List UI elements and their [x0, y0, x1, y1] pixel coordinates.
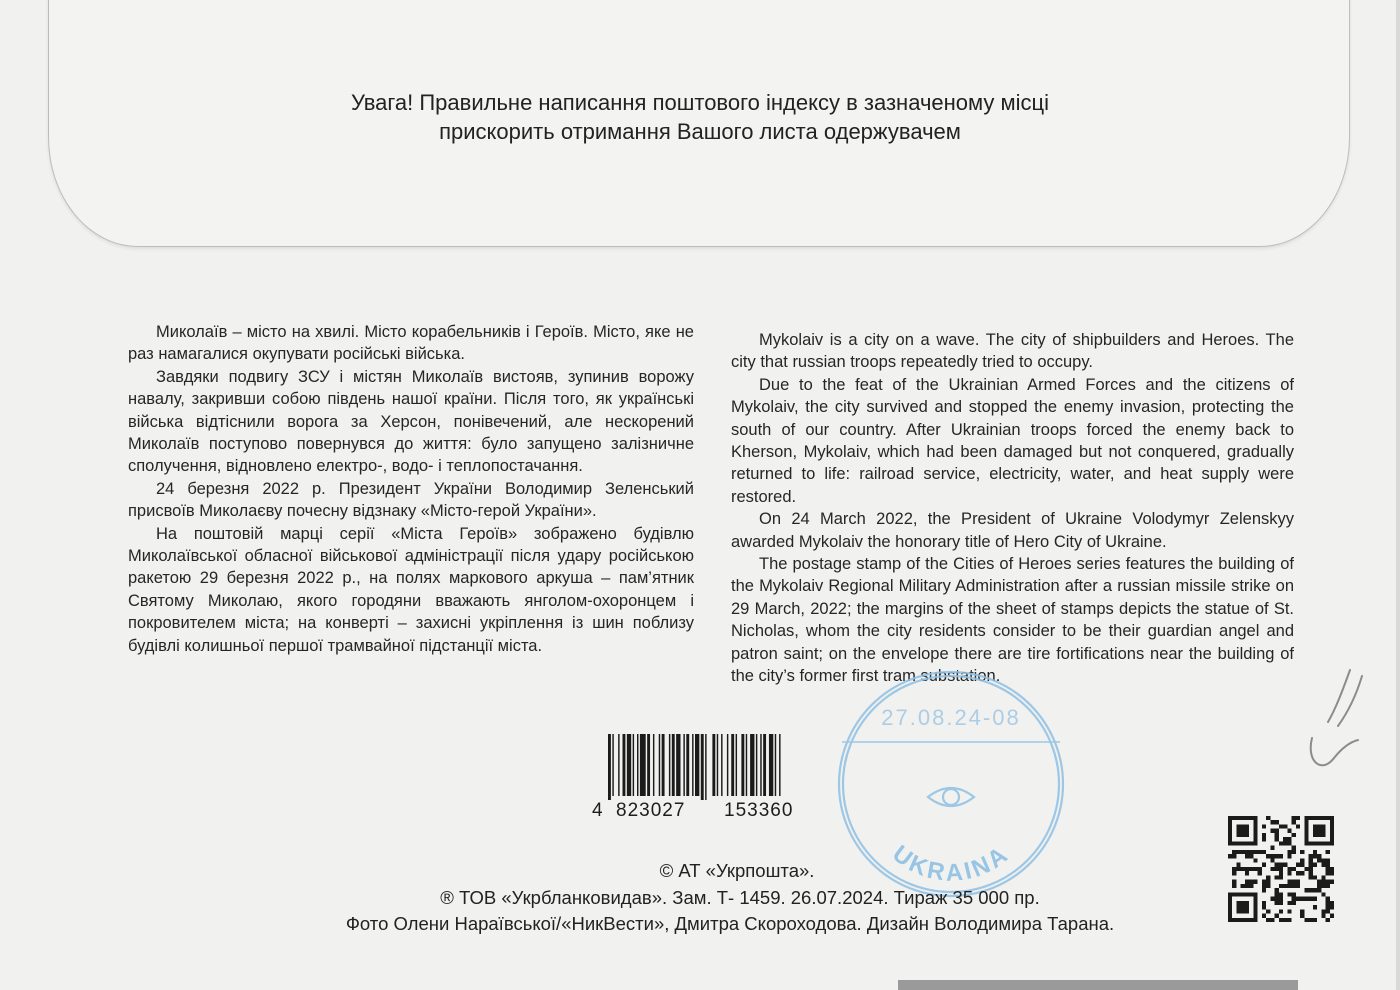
handwritten-signature: [1298, 662, 1368, 782]
barcode-bar: [672, 734, 675, 796]
barcode-bar: [692, 734, 693, 796]
qr-module: [1287, 901, 1291, 905]
barcode-bars: [590, 734, 816, 800]
envelope-right-edge: [1396, 0, 1400, 990]
qr-module: [1292, 897, 1296, 901]
barcode-bar: [633, 734, 634, 796]
qr-module: [1317, 854, 1321, 858]
publisher-credits: [230, 858, 1230, 938]
qr-module: [1270, 918, 1274, 922]
qr-module: [1275, 892, 1279, 896]
qr-module: [1330, 871, 1334, 875]
qr-module: [1266, 875, 1270, 879]
qr-module: [1287, 880, 1291, 884]
qr-module: [1279, 884, 1283, 888]
qr-module: [1270, 897, 1274, 901]
qr-module: [1275, 820, 1279, 824]
barcode-bar: [775, 734, 776, 796]
qr-finder-center: [1313, 824, 1326, 837]
en-paragraph-2: Due to the feat of the Ukrainian Armed Forces and the citizens of Mykolaiv, the city survived and stopped the enemy invasion, protecting the south of our country. After Ukrainian troops forced the enemy back to Kherson, Mykolaiv, which had been damaged but not conquered, gradually returned to life: railroad service, electricity, water, and heat supply were restored.: [731, 375, 1294, 506]
qr-module: [1249, 854, 1253, 858]
qr-finder-center: [1236, 824, 1249, 837]
qr-module: [1279, 854, 1283, 858]
qr-module: [1313, 863, 1317, 867]
qr-module: [1253, 858, 1257, 862]
qr-module: [1326, 909, 1330, 913]
barcode-bar: [618, 734, 619, 796]
qr-module: [1292, 884, 1296, 888]
credits-line-3: Фото Олени Нараївської/«НикВести», Дмитра Скороходова. Дизайн Володимира Тарана.: [345, 913, 1115, 934]
qr-module: [1313, 897, 1317, 901]
qr-module: [1241, 867, 1245, 871]
barcode-digits-left: 823027: [616, 800, 686, 821]
qr-module: [1262, 880, 1266, 884]
barcode-bar: [612, 734, 613, 796]
qr-module: [1292, 820, 1296, 824]
qr-module: [1262, 884, 1266, 888]
qr-module: [1279, 918, 1283, 922]
qr-module: [1296, 884, 1300, 888]
qr-module: [1275, 901, 1279, 905]
qr-module: [1236, 867, 1240, 871]
qr-module: [1313, 850, 1317, 854]
qr-module: [1245, 854, 1249, 858]
qr-module: [1292, 901, 1296, 905]
qr-module: [1300, 914, 1304, 918]
uk-paragraph-3: 24 березня 2022 р. Президент України Володимир Зеленський присвоїв Миколаєву почесну відзнаку «Місто-герой України».: [128, 479, 694, 521]
qr-module: [1330, 901, 1334, 905]
qr-module: [1309, 888, 1313, 892]
qr-module: [1309, 918, 1313, 922]
barcode-bar: [750, 734, 754, 796]
qr-module: [1287, 841, 1291, 845]
barcode: [590, 734, 816, 826]
qr-module: [1292, 833, 1296, 837]
barcode-bar: [623, 734, 626, 796]
qr-module: [1262, 905, 1266, 909]
qr-module: [1313, 905, 1317, 909]
qr-module: [1236, 863, 1240, 867]
qr-module: [1232, 880, 1236, 884]
qr-module: [1287, 850, 1291, 854]
qr-module: [1270, 829, 1274, 833]
qr-module: [1296, 816, 1300, 820]
notice-line-2: прискорить отримання Вашого листа одержувачем: [439, 119, 961, 144]
qr-module: [1321, 880, 1325, 884]
qr-module: [1313, 854, 1317, 858]
postmark-country: UKRAINA: [887, 840, 1015, 887]
qr-module: [1232, 867, 1236, 871]
qr-module: [1326, 858, 1330, 862]
qr-module: [1304, 888, 1308, 892]
en-paragraph-3: On 24 March 2022, the President of Ukraine Volodymyr Zelenskyy awarded Mykolaiv the honorary title of Hero City of Ukraine.: [731, 510, 1294, 551]
barcode-bar: [669, 734, 670, 796]
qr-module: [1300, 871, 1304, 875]
en-paragraph-4: The postage stamp of the Cities of Heroes series features the building of the Mykolaiv Regional Military Administration after a russian missile strike on 29 March, 2022; the margins of the sheet of stamps depicts the statue of St. Nicholas, whom the city residents consider to be their guardian angel and patron saint; on the envelope there are tire fortifications near the building of the city’s former first tram substation.: [731, 555, 1294, 686]
qr-module: [1275, 867, 1279, 871]
barcode-bar: [769, 734, 773, 796]
qr-module: [1279, 841, 1283, 845]
barcode-number: [590, 800, 816, 824]
credits-line-1: © АТ «Укрпошта».: [659, 860, 815, 881]
qr-module: [1326, 901, 1330, 905]
barcode-bar: [741, 734, 744, 796]
qr-module: [1262, 837, 1266, 841]
qr-module: [1309, 854, 1313, 858]
qr-module: [1326, 867, 1330, 871]
qr-module: [1249, 850, 1253, 854]
qr-module: [1309, 875, 1313, 879]
qr-module: [1279, 875, 1283, 879]
qr-module: [1313, 875, 1317, 879]
qr-module: [1279, 867, 1283, 871]
barcode-bar: [727, 734, 728, 796]
qr-module: [1287, 867, 1291, 871]
qr-module: [1300, 863, 1304, 867]
qr-module: [1326, 863, 1330, 867]
qr-module: [1279, 871, 1283, 875]
qr-module: [1321, 884, 1325, 888]
qr-module: [1236, 850, 1240, 854]
qr-module: [1292, 867, 1296, 871]
qr-module: [1317, 884, 1321, 888]
qr-module: [1313, 888, 1317, 892]
qr-module: [1262, 901, 1266, 905]
qr-module: [1309, 871, 1313, 875]
qr-module: [1270, 846, 1274, 850]
english-text-column: [731, 329, 1294, 688]
qr-module: [1330, 914, 1334, 918]
qr-module: [1292, 850, 1296, 854]
qr-module: [1249, 884, 1253, 888]
barcode-bar: [779, 734, 780, 796]
qr-module: [1253, 850, 1257, 854]
qr-module: [1245, 871, 1249, 875]
barcode-bar: [647, 734, 650, 796]
barcode-bar: [659, 734, 660, 796]
qr-module: [1292, 880, 1296, 884]
qr-module: [1275, 875, 1279, 879]
qr-module: [1262, 914, 1266, 918]
qr-module: [1232, 850, 1236, 854]
qr-module: [1326, 905, 1330, 909]
barcode-bar: [721, 734, 722, 796]
qr-module: [1287, 837, 1291, 841]
qr-module: [1245, 884, 1249, 888]
qr-module: [1279, 863, 1283, 867]
uk-paragraph-2: Завдяки подвигу ЗСУ і містян Миколаїв вистояв, зупинив ворожу навалу, закривши собою південь нашої країни. Після того, як українські війська відтіснили ворога за Херсон, понівечений, але нескорений Миколаїв поступово повернувся до життя: було запущено залізничне сполучення, відновлено електро-, водо- і теплопостачання.: [128, 367, 694, 476]
qr-module: [1287, 918, 1291, 922]
qr-module: [1275, 897, 1279, 901]
qr-module: [1258, 850, 1262, 854]
qr-module: [1270, 820, 1274, 824]
qr-module: [1296, 863, 1300, 867]
qr-module: [1253, 867, 1257, 871]
barcode-bar: [731, 734, 734, 796]
qr-module: [1262, 863, 1266, 867]
qr-module: [1330, 905, 1334, 909]
barcode-bar: [763, 734, 766, 796]
qr-module: [1317, 858, 1321, 862]
qr-module: [1321, 863, 1325, 867]
qr-module: [1279, 824, 1283, 828]
qr-module: [1275, 914, 1279, 918]
credits-line-2: ® ТОВ «Укрбланковидав». Зам. Т- 1459. 26.07.2024. Тираж 35 000 пр.: [440, 886, 1040, 908]
qr-module: [1304, 897, 1308, 901]
postal-code-notice: [120, 88, 1280, 146]
qr-module: [1300, 858, 1304, 862]
qr-module: [1321, 858, 1325, 862]
qr-module: [1309, 858, 1313, 862]
bottom-edge-strip: [898, 980, 1298, 990]
qr-module: [1317, 880, 1321, 884]
qr-module: [1249, 867, 1253, 871]
barcode-digit-prefix: 4: [592, 800, 603, 821]
qr-module: [1296, 824, 1300, 828]
qr-module: [1287, 871, 1291, 875]
qr-module: [1279, 901, 1283, 905]
uk-paragraph-1: Миколаїв – місто на хвилі. Місто корабельників і Героїв. Місто, яке не раз намагалися окупувати російські війська.: [128, 323, 694, 364]
qr-module: [1309, 863, 1313, 867]
qr-module: [1292, 816, 1296, 820]
barcode-bar: [662, 734, 665, 796]
barcode-bar: [736, 734, 737, 796]
qr-module: [1326, 850, 1330, 854]
qr-module: [1275, 888, 1279, 892]
qr-code[interactable]: [1228, 815, 1334, 923]
qr-module: [1266, 918, 1270, 922]
qr-module: [1275, 829, 1279, 833]
qr-module: [1309, 897, 1313, 901]
qr-module: [1245, 850, 1249, 854]
barcode-bar: [608, 734, 611, 800]
qr-module: [1258, 871, 1262, 875]
qr-module: [1292, 846, 1296, 850]
barcode-bar: [653, 734, 654, 796]
qr-module: [1330, 867, 1334, 871]
qr-module: [1266, 816, 1270, 820]
qr-module: [1300, 909, 1304, 913]
qr-module: [1313, 918, 1317, 922]
qr-module: [1249, 880, 1253, 884]
qr-module: [1266, 884, 1270, 888]
qr-module: [1296, 871, 1300, 875]
qr-module: [1296, 897, 1300, 901]
qr-module: [1232, 871, 1236, 875]
qr-module: [1287, 829, 1291, 833]
ukrainian-text-column: [128, 321, 694, 657]
qr-module: [1287, 884, 1291, 888]
qr-module: [1287, 892, 1291, 896]
barcode-digits-right: 153360: [724, 800, 794, 821]
qr-module: [1321, 875, 1325, 879]
qr-module: [1258, 867, 1262, 871]
qr-module: [1275, 863, 1279, 867]
barcode-bar: [637, 734, 638, 796]
qr-module: [1326, 880, 1330, 884]
qr-module: [1330, 880, 1334, 884]
barcode-bar: [701, 734, 704, 800]
qr-module: [1287, 909, 1291, 913]
barcode-bar: [627, 734, 631, 796]
barcode-bar: [676, 734, 680, 796]
qr-module: [1270, 858, 1274, 862]
qr-module: [1304, 867, 1308, 871]
barcode-bar: [705, 734, 706, 800]
barcode-bar: [640, 734, 646, 796]
qr-module: [1300, 850, 1304, 854]
qr-module: [1296, 880, 1300, 884]
qr-module: [1283, 884, 1287, 888]
qr-module: [1279, 909, 1283, 913]
qr-module: [1253, 880, 1257, 884]
barcode-bar: [686, 734, 689, 796]
barcode-bar: [695, 734, 699, 796]
qr-module: [1232, 854, 1236, 858]
qr-module: [1283, 918, 1287, 922]
uk-paragraph-4: На поштовій марці серії «Міста Героїв» зображено будівлю Миколаївської обласної військової адміністрації після удару російською ракетою 29 березня 2022 р., на полях маркового аркуша – пам’ятник Святому Миколаю, якого городяни вважають янголом-охоронцем і покровителем міста; на конверті – захисні укріплення із шин поблизу будівлі колишньої першої трамвайної підстанції міста.: [128, 524, 694, 655]
qr-module: [1326, 884, 1330, 888]
qr-module: [1266, 854, 1270, 858]
postmark-date: 27.08.24-08: [881, 705, 1021, 730]
qr-module: [1241, 884, 1245, 888]
qr-module: [1279, 892, 1283, 896]
qr-module: [1283, 841, 1287, 845]
barcode-bar: [760, 734, 761, 796]
qr-module: [1283, 824, 1287, 828]
qr-module: [1283, 863, 1287, 867]
qr-module: [1287, 854, 1291, 858]
notice-line-1: Увага! Правильне написання поштового індексу в зазначеному місці: [350, 90, 1050, 115]
qr-module: [1321, 892, 1325, 896]
barcode-bar: [717, 734, 718, 796]
qr-module: [1326, 918, 1330, 922]
qr-module: [1275, 854, 1279, 858]
qr-module: [1275, 833, 1279, 837]
qr-module: [1317, 888, 1321, 892]
barcode-bar: [683, 734, 684, 796]
qr-module: [1262, 833, 1266, 837]
qr-module: [1283, 837, 1287, 841]
qr-module: [1279, 897, 1283, 901]
qr-module: [1232, 884, 1236, 888]
qr-module: [1266, 880, 1270, 884]
en-paragraph-1: Mykolaiv is a city on a wave. The city of shipbuilders and Heroes. The city that russian troops repeatedly tried to occupy.: [731, 331, 1294, 372]
qr-module: [1262, 850, 1266, 854]
qr-module: [1326, 897, 1330, 901]
qr-module: [1275, 837, 1279, 841]
qr-module: [1270, 854, 1274, 858]
qr-module: [1309, 867, 1313, 871]
barcode-bar: [746, 734, 747, 796]
barcode-bar: [712, 734, 715, 796]
qr-module: [1262, 888, 1266, 892]
qr-module: [1304, 918, 1308, 922]
qr-module: [1326, 871, 1330, 875]
qr-finder-center: [1236, 901, 1249, 914]
qr-module: [1266, 909, 1270, 913]
qr-module: [1270, 867, 1274, 871]
qr-module: [1321, 914, 1325, 918]
qr-module: [1241, 850, 1245, 854]
qr-module: [1292, 892, 1296, 896]
qr-module: [1245, 880, 1249, 884]
barcode-bar: [756, 734, 757, 796]
qr-module: [1300, 897, 1304, 901]
qr-module: [1262, 824, 1266, 828]
qr-module: [1321, 909, 1325, 913]
qr-module: [1245, 867, 1249, 871]
